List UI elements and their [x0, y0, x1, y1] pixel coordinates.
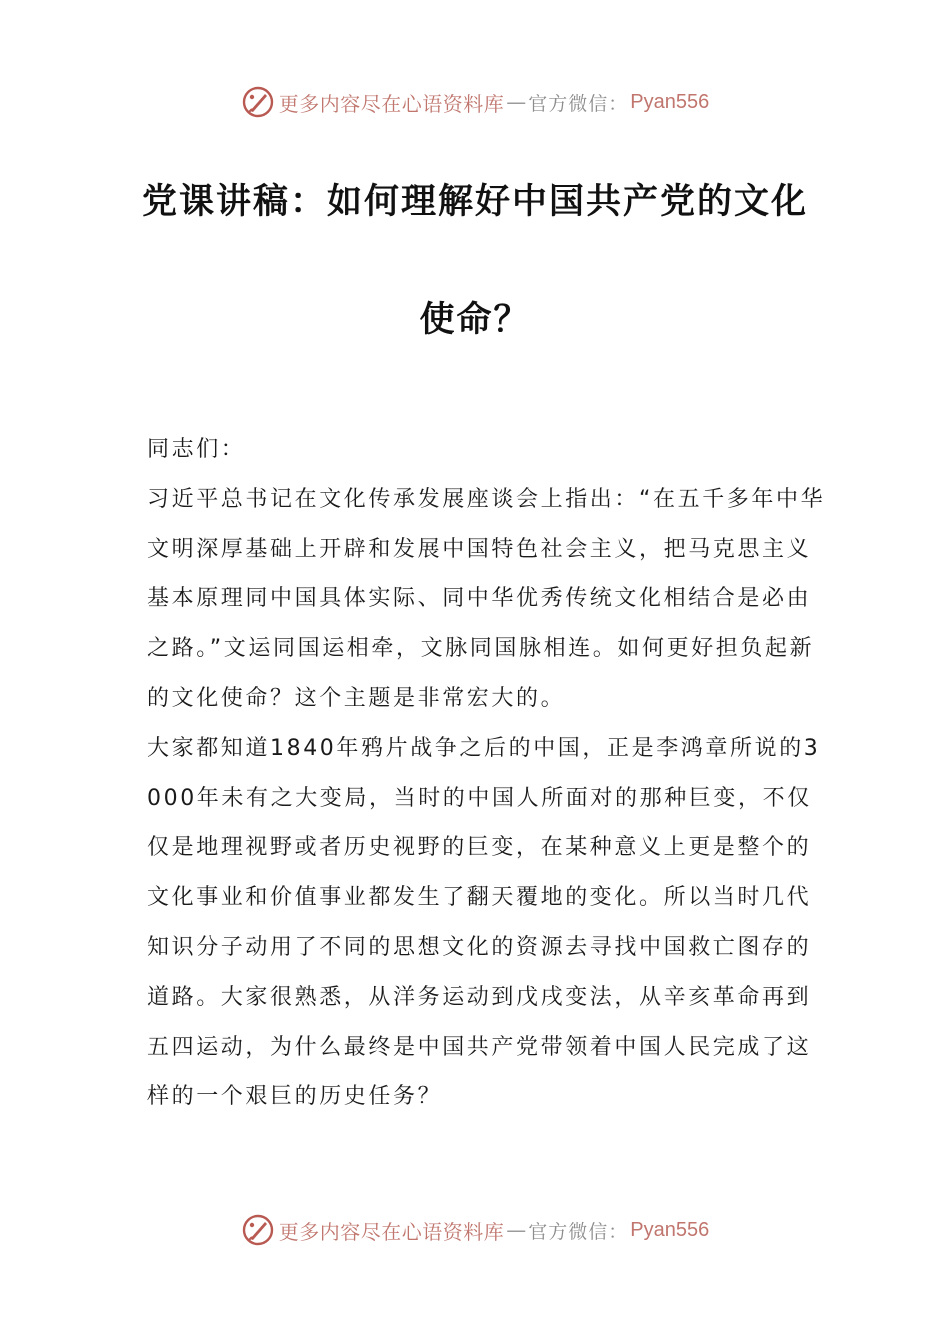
- watermark-wechat-id: Pyan556: [630, 1218, 710, 1241]
- paragraph: 大家都知道1840年鸦片战争之后的中国，正是李鸿章所说的3000年未有之大变局，当时的中国人所面对的那种巨变，不仅仅是地理视野或者历史视野的巨变，在某种意义上更是整个的文化事业和价值事业都发生了翻天覆地的变化。所以当时几代知识分子动用了不同的思想文化的资源去寻找中国救亡图存的道路。大家很熟悉，从洋务运动到戊戌变法，从辛亥革命再到五四运动，为什么最终是中国共产党带领着中国人民完成了这样的一个艰巨的历史任务？: [147, 735, 821, 1110]
- footer-watermark: [0, 1210, 950, 1250]
- watermark-dash: —: [506, 1218, 527, 1242]
- document-body: [147, 425, 827, 1122]
- watermark-site-text: 更多内容尽在心语资料库: [278, 91, 505, 116]
- header-watermark: [0, 82, 950, 122]
- watermark-label: 官方微信：: [528, 92, 629, 115]
- watermark-site-text: 更多内容尽在心语资料库: [278, 1219, 505, 1244]
- watermark-label: 官方微信：: [528, 1220, 629, 1243]
- quill-logo-icon: [241, 1213, 275, 1247]
- document-title-line-2: 使命？: [419, 300, 531, 340]
- document-title-line-1: 党课讲稿：如何理解好中国共产党的文化: [141, 182, 808, 222]
- salutation: 同志们：: [147, 437, 246, 462]
- watermark-wechat-id: Pyan556: [630, 90, 710, 113]
- quill-logo-icon: [241, 85, 275, 119]
- watermark-dash: —: [506, 90, 527, 114]
- paragraph: 习近平总书记在文化传承发展座谈会上指出：“在五千多年中华文明深厚基础上开辟和发展中国特色社会主义，把马克思主义基本原理同中国具体实际、同中华优秀传统文化相结合是必由之路。”文运同国运相牵，文脉同国脉相连。如何更好担负起新的文化使命？这个主题是非常宏大的。: [147, 486, 826, 711]
